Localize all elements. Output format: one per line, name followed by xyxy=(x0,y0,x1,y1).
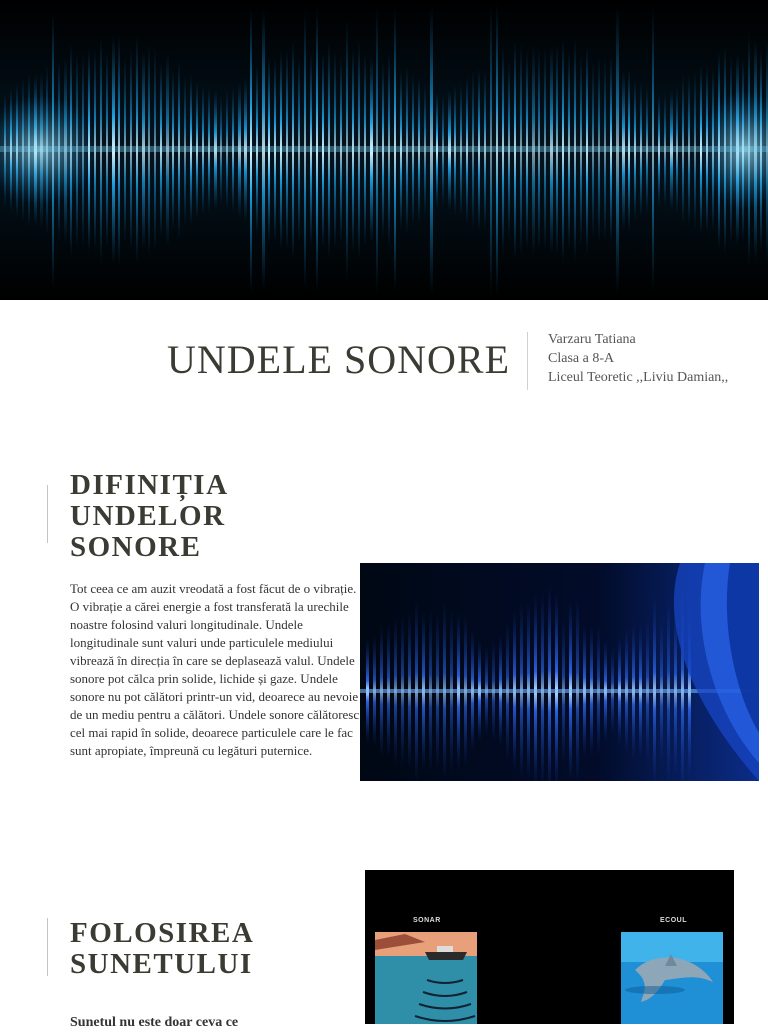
wave-bar xyxy=(548,585,551,781)
wave-bar xyxy=(576,597,579,781)
dolphin-picture xyxy=(621,932,723,1024)
sound-wave-banner xyxy=(0,0,768,300)
wave-bar xyxy=(534,593,537,781)
blue-wave-image xyxy=(360,563,759,781)
sonar-echo-image xyxy=(365,870,734,1024)
sonar-picture xyxy=(375,932,477,1024)
usage-divider xyxy=(47,918,48,976)
author-class: Clasa a 8-A xyxy=(548,351,615,366)
author-school: Liceul Teoretic ,,Liviu Damian,, xyxy=(548,370,729,385)
sonar-echo-graphic xyxy=(365,870,734,1024)
blue-wave-graphic xyxy=(360,563,759,781)
definition-heading xyxy=(70,470,229,563)
usage-text: Sunetul nu este doar ceva ce xyxy=(70,1015,239,1030)
title-slide xyxy=(0,300,768,420)
echo-label: ECOUL xyxy=(660,917,687,924)
title-divider xyxy=(527,332,528,390)
usage-heading xyxy=(70,918,254,980)
wave-bar xyxy=(555,592,558,781)
sonar-label: SONAR xyxy=(413,917,441,924)
heading-line: UNDELOR xyxy=(70,500,226,532)
heading-line: SONORE xyxy=(70,531,202,563)
wave-bar xyxy=(653,595,656,781)
wave-bar xyxy=(667,594,670,781)
heading-line: DIFINIȚIA xyxy=(70,469,229,501)
definition-divider xyxy=(47,485,48,543)
presentation-title: UNDELE SONORE xyxy=(167,337,510,382)
sound-wave-graphic xyxy=(0,0,768,300)
wave-bar xyxy=(541,591,544,781)
heading-line: SUNETULUI xyxy=(70,948,253,980)
heading-line: FOLOSIREA xyxy=(70,917,255,949)
author-name: Varzaru Tatiana xyxy=(548,332,636,347)
definition-text: Tot ceea ce am auzit vreodată a fost făcut de o vibrație. O vibrație a cărei energie a fost transferată la urechile noastre folosind valuri longitudinale. Undele longitudinale sunt valuri unde particulele mediului vibrează în direcția în care se deplasează valul. Undele sonore pot călca prin solide, lichide și gaze. Undele sonore nu pot călători printr-un vid, deoarece au nevoie de un mediu pentru a călători. Undele sonore călătoresc cel mai rapid în solide, deoarece particulele care le fac sunt apropiate, împreună cu legături puternice. xyxy=(70,581,360,758)
author-block xyxy=(548,330,728,387)
